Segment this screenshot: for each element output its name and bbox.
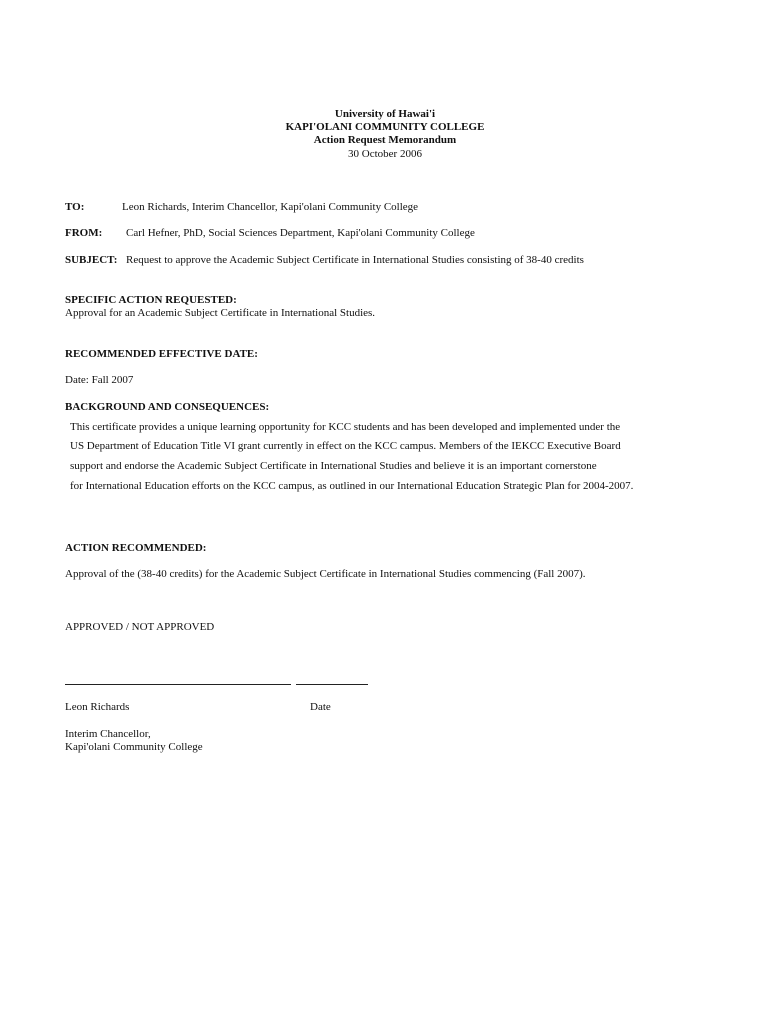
background-line: for International Education efforts on the KCC campus, as outlined in our International Education Strategic Plan for 2004-2007. <box>70 480 634 492</box>
memo-date: 30 October 2006 <box>348 148 422 160</box>
document-type: Action Request Memorandum <box>313 134 457 146</box>
date-line <box>296 684 368 685</box>
action-heading: ACTION RECOMMENDED: <box>65 542 207 554</box>
effective-date-heading: RECOMMENDED EFFECTIVE DATE: <box>65 348 258 360</box>
subject-label: SUBJECT: <box>65 254 118 266</box>
from-value: Carl Hefner, PhD, Social Sciences Department, Kapi'olani Community College <box>126 227 475 239</box>
university-name: University of Hawai'i <box>334 108 436 120</box>
background-line: support and endorse the Academic Subject Certificate in International Studies and believe it is an important cornerstone <box>70 460 597 472</box>
effective-date-text: Date: Fall 2007 <box>65 374 134 386</box>
signer-name: Leon Richards <box>65 701 130 713</box>
from-label: FROM: <box>65 227 103 239</box>
date-label: Date <box>310 701 331 713</box>
action-text: Approval of the (38-40 credits) for the Academic Subject Certificate in International Studies commencing (Fall 2007). <box>65 568 586 580</box>
background-heading: BACKGROUND AND CONSEQUENCES: <box>65 401 270 413</box>
background-line: US Department of Education Title VI grant currently in effect on the KCC campus. Members of the IEKCC Executive Board <box>70 440 621 452</box>
specific-action-heading: SPECIFIC ACTION REQUESTED: <box>65 294 237 306</box>
signer-organization: Kapi'olani Community College <box>65 741 203 753</box>
college-name: KAPI'OLANI COMMUNITY COLLEGE <box>285 121 485 133</box>
to-value: Leon Richards, Interim Chancellor, Kapi'olani Community College <box>122 201 419 213</box>
approval-status: APPROVED / NOT APPROVED <box>65 621 215 633</box>
subject-value: Request to approve the Academic Subject Certificate in International Studies consisting of 38-40 credits <box>126 254 584 266</box>
specific-action-text: Approval for an Academic Subject Certificate in International Studies. <box>65 307 376 319</box>
to-label: TO: <box>65 201 85 213</box>
background-line: This certificate provides a unique learning opportunity for KCC students and has been developed and implemented under the <box>70 421 621 433</box>
signer-title: Interim Chancellor, <box>65 728 151 740</box>
signature-line <box>65 684 291 685</box>
